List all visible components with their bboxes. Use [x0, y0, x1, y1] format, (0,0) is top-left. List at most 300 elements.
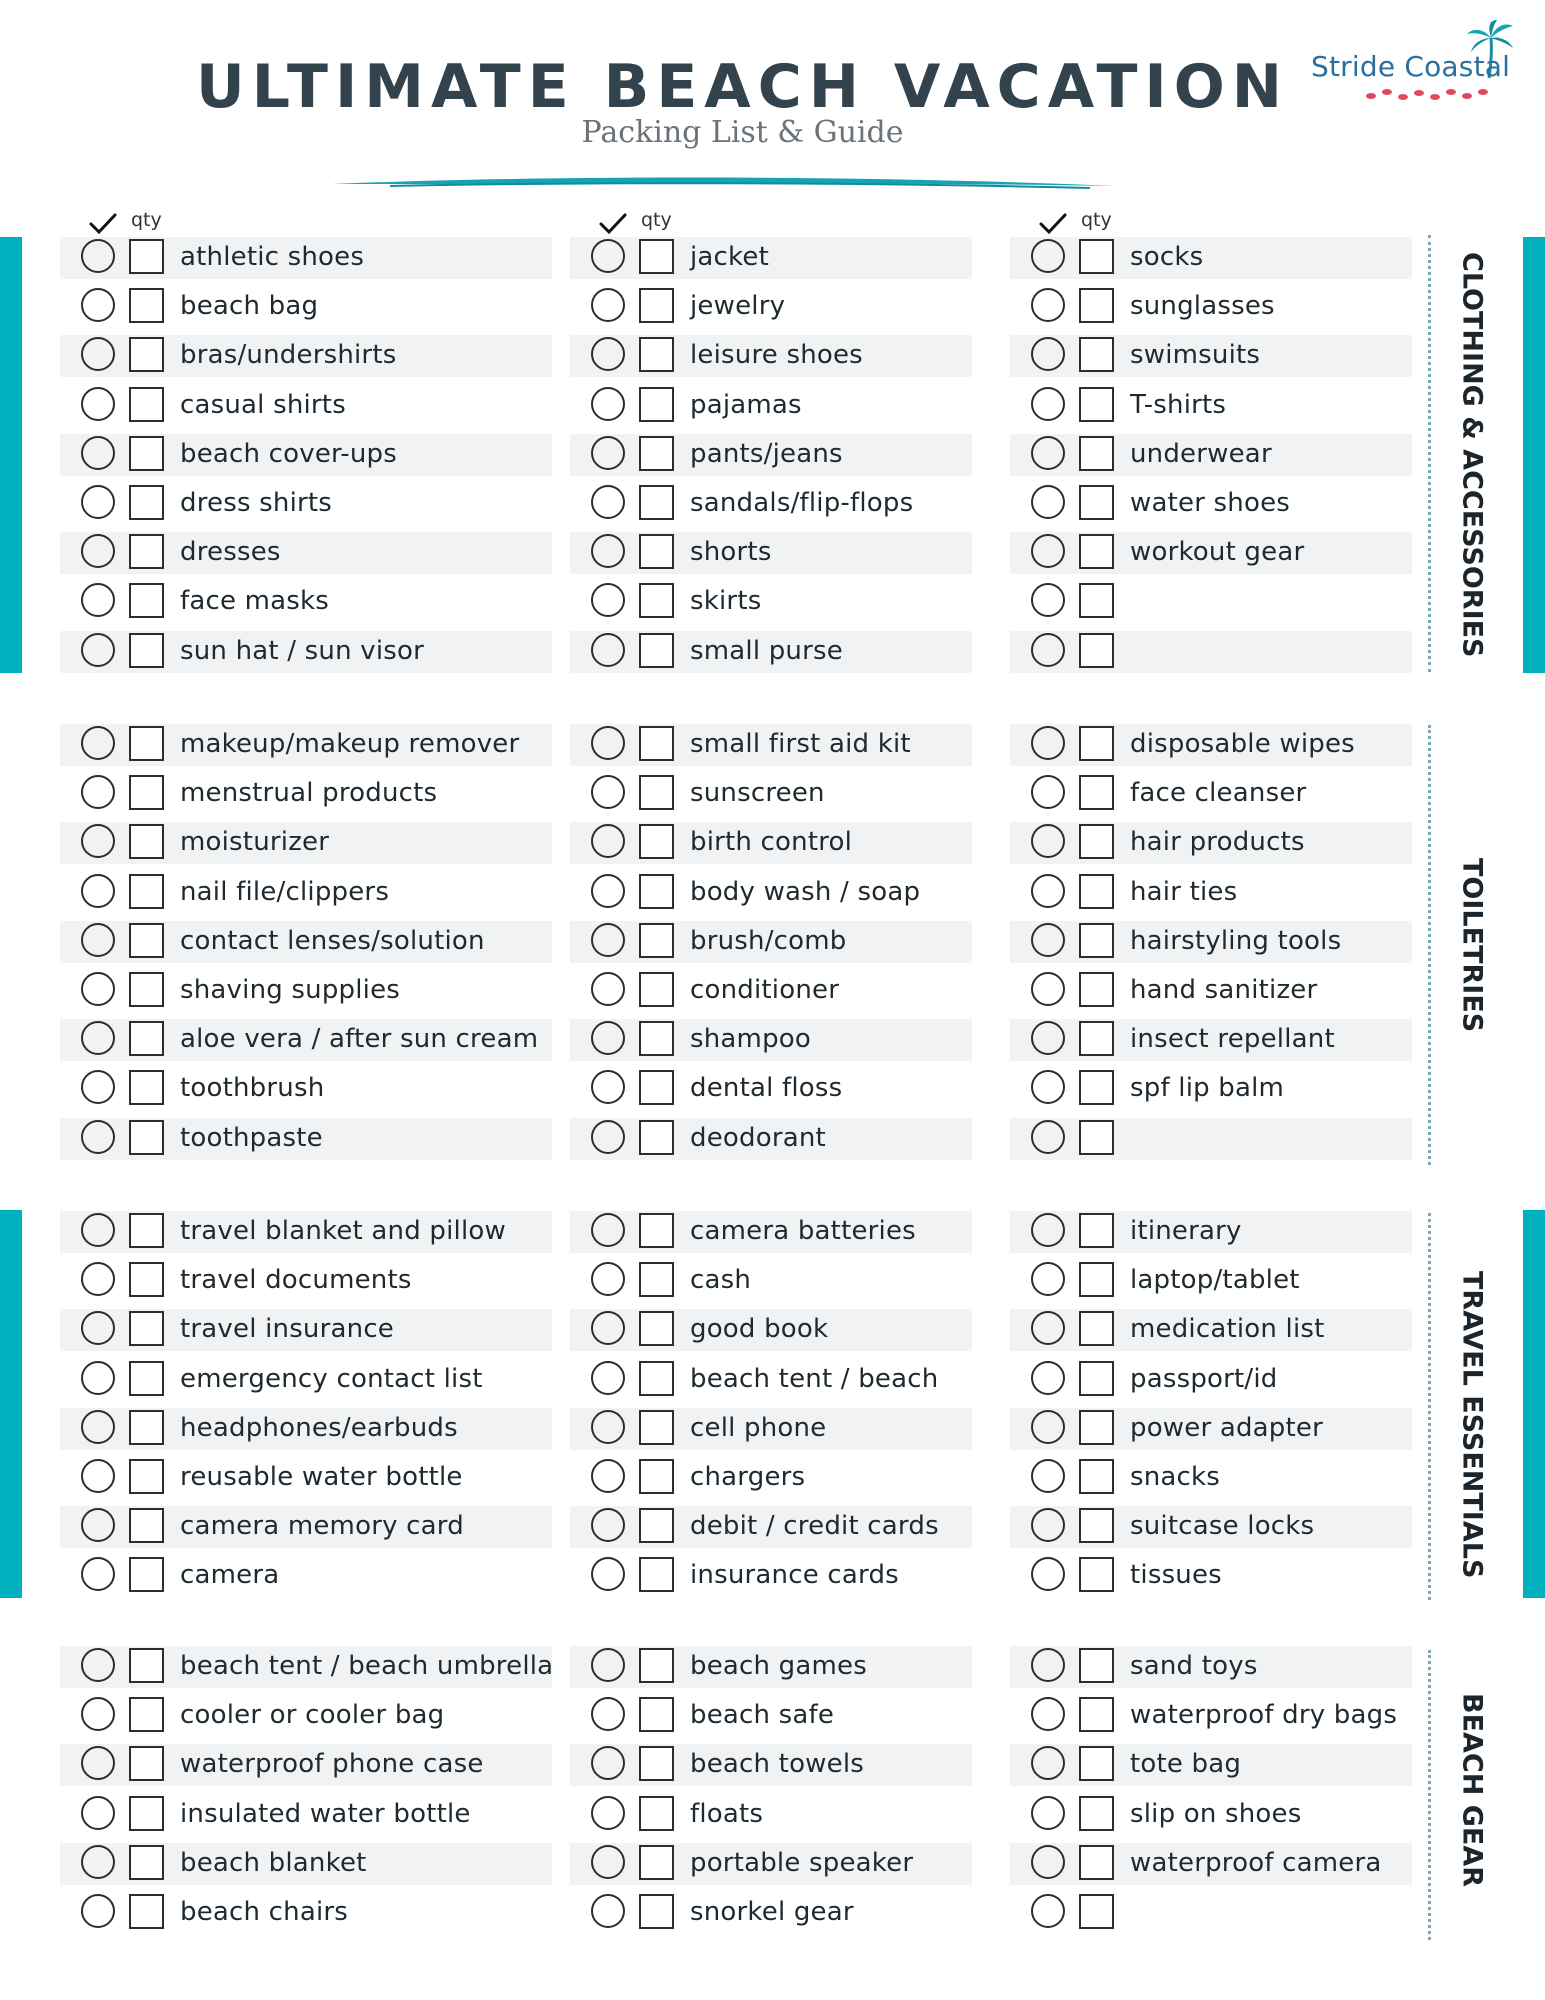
- checkbox-circle[interactable]: [81, 972, 115, 1006]
- checklist-row: [60, 1843, 552, 1885]
- checklist-row: [1010, 724, 1412, 766]
- qty-box[interactable]: [1079, 1746, 1114, 1781]
- item-label: beach chairs: [180, 1897, 349, 1927]
- checklist-row: [570, 1794, 972, 1836]
- checkbox-circle[interactable]: [1031, 1648, 1065, 1682]
- checkbox-circle[interactable]: [591, 775, 625, 809]
- checkbox-circle[interactable]: [81, 1262, 115, 1296]
- qty-box[interactable]: [639, 1746, 674, 1781]
- qty-box[interactable]: [129, 387, 164, 422]
- item-label: small first aid kit: [690, 729, 911, 759]
- checklist-row: [60, 581, 552, 623]
- checklist-row: [60, 1555, 552, 1597]
- row-band: [1010, 237, 1412, 279]
- checklist-row: [60, 1744, 552, 1786]
- qty-box[interactable]: [129, 775, 164, 810]
- checkbox-circle[interactable]: [1031, 726, 1065, 760]
- checklist-row: [1010, 1744, 1412, 1786]
- checklist-row: [60, 872, 552, 914]
- checklist-row: [1010, 1408, 1412, 1450]
- checklist-row: [60, 1646, 552, 1688]
- section-divider-dotted: [1428, 235, 1431, 672]
- checkbox-circle[interactable]: [591, 485, 625, 519]
- qty-box[interactable]: [1079, 436, 1114, 471]
- qty-box[interactable]: [129, 1213, 164, 1248]
- item-label: beach games: [690, 1651, 867, 1681]
- qty-box[interactable]: [639, 387, 674, 422]
- checkbox-circle[interactable]: [591, 1213, 625, 1247]
- checklist-row: [1010, 872, 1412, 914]
- checkbox-circle[interactable]: [81, 485, 115, 519]
- checkbox-circle[interactable]: [81, 1508, 115, 1542]
- checkbox-circle[interactable]: [591, 387, 625, 421]
- item-label: insurance cards: [690, 1560, 899, 1591]
- item-label: passport/id: [1130, 1363, 1278, 1394]
- qty-box[interactable]: [129, 874, 164, 909]
- qty-box[interactable]: [639, 1648, 674, 1683]
- qty-box[interactable]: [1079, 1262, 1114, 1297]
- item-label: workout gear: [1130, 537, 1305, 568]
- checklist-row: [60, 385, 552, 427]
- checklist-row: [570, 1408, 972, 1450]
- qty-box[interactable]: [1079, 824, 1114, 859]
- item-label: laptop/tablet: [1130, 1265, 1300, 1296]
- item-label: sunglasses: [1130, 291, 1275, 322]
- checkbox-circle[interactable]: [1031, 1845, 1065, 1879]
- qty-box[interactable]: [1079, 1120, 1114, 1155]
- qty-header: qty: [1081, 209, 1112, 231]
- checkbox-circle[interactable]: [591, 1459, 625, 1493]
- accent-bar-left-travel: [0, 1210, 22, 1598]
- qty-box[interactable]: [129, 583, 164, 618]
- checklist-row: [1010, 970, 1412, 1012]
- item-label: insulated water bottle: [180, 1798, 471, 1829]
- checklist-row: [60, 1068, 552, 1110]
- checklist-row: [1010, 1118, 1412, 1160]
- item-label: brush/comb: [690, 925, 847, 956]
- checklist-row: [570, 335, 972, 377]
- qty-box[interactable]: [639, 1361, 674, 1396]
- item-label: snacks: [1130, 1462, 1221, 1492]
- checkbox-circle[interactable]: [1031, 1361, 1065, 1395]
- checkbox-circle[interactable]: [81, 1361, 115, 1395]
- checklist-row: [570, 581, 972, 623]
- checklist-row: [60, 1695, 552, 1737]
- qty-box[interactable]: [129, 337, 164, 372]
- qty-box[interactable]: [129, 1361, 164, 1396]
- qty-box[interactable]: [129, 436, 164, 471]
- checkbox-circle[interactable]: [1031, 288, 1065, 322]
- checkbox-circle[interactable]: [1031, 1120, 1065, 1154]
- qty-box[interactable]: [1079, 1796, 1114, 1831]
- qty-box[interactable]: [1079, 1697, 1114, 1732]
- checkbox-circle[interactable]: [1031, 923, 1065, 957]
- qty-box[interactable]: [129, 1697, 164, 1732]
- qty-box[interactable]: [1079, 726, 1114, 761]
- checkbox-circle[interactable]: [81, 726, 115, 760]
- qty-box[interactable]: [1079, 485, 1114, 520]
- checkbox-circle[interactable]: [81, 1845, 115, 1879]
- section-divider-dotted: [1428, 1213, 1431, 1600]
- qty-box[interactable]: [1079, 1459, 1114, 1494]
- checkbox-circle[interactable]: [1031, 534, 1065, 568]
- checklist-row: [570, 1695, 972, 1737]
- qty-box[interactable]: [129, 923, 164, 958]
- checkbox-circle[interactable]: [1031, 1796, 1065, 1830]
- qty-box[interactable]: [1079, 1557, 1114, 1592]
- qty-box[interactable]: [129, 534, 164, 569]
- checkbox-circle[interactable]: [1031, 1894, 1065, 1928]
- item-label: nail file/clippers: [180, 876, 390, 907]
- checklist-row: [570, 1555, 972, 1597]
- checklist-row: [1010, 532, 1412, 574]
- section-title-beach-gear: BEACH GEAR: [1456, 1692, 1488, 1888]
- qty-box[interactable]: [129, 1508, 164, 1543]
- checkbox-circle[interactable]: [81, 1894, 115, 1928]
- item-label: beach tent / beach: [690, 1363, 939, 1394]
- qty-box[interactable]: [639, 1508, 674, 1543]
- qty-box[interactable]: [129, 972, 164, 1007]
- row-band: [1010, 581, 1412, 623]
- qty-box[interactable]: [639, 337, 674, 372]
- checkbox-circle[interactable]: [591, 633, 625, 667]
- checkbox-circle[interactable]: [591, 1796, 625, 1830]
- checkbox-circle[interactable]: [1031, 239, 1065, 273]
- checklist-row: [60, 921, 552, 963]
- checklist-row: [60, 631, 552, 673]
- item-label: camera batteries: [690, 1216, 916, 1246]
- qty-box[interactable]: [639, 534, 674, 569]
- qty-box[interactable]: [639, 1697, 674, 1732]
- qty-box[interactable]: [1079, 1070, 1114, 1105]
- checkbox-circle[interactable]: [81, 387, 115, 421]
- qty-box[interactable]: [1079, 923, 1114, 958]
- qty-box[interactable]: [1079, 1311, 1114, 1346]
- checkbox-circle[interactable]: [81, 1120, 115, 1154]
- checkbox-circle[interactable]: [81, 534, 115, 568]
- checkbox-circle[interactable]: [1031, 1508, 1065, 1542]
- checklist-row: [570, 483, 972, 525]
- checkbox-circle[interactable]: [81, 775, 115, 809]
- checklist-row: [60, 724, 552, 766]
- checkbox-circle[interactable]: [591, 436, 625, 470]
- accent-bar-right-travel: [1523, 1210, 1545, 1598]
- qty-box[interactable]: [639, 583, 674, 618]
- checklist-row: [60, 1457, 552, 1499]
- checkbox-circle[interactable]: [591, 923, 625, 957]
- checkbox-circle[interactable]: [1031, 1213, 1065, 1247]
- checkbox-circle[interactable]: [81, 923, 115, 957]
- item-label: waterproof camera: [1130, 1847, 1382, 1878]
- checkbox-circle[interactable]: [81, 1410, 115, 1444]
- qty-box[interactable]: [129, 633, 164, 668]
- checklist-row: [570, 1019, 972, 1061]
- checkbox-circle[interactable]: [81, 239, 115, 273]
- checkbox-circle[interactable]: [591, 972, 625, 1006]
- checkbox-circle[interactable]: [591, 1508, 625, 1542]
- qty-box[interactable]: [639, 1213, 674, 1248]
- item-label: makeup/makeup remover: [180, 729, 520, 759]
- qty-box[interactable]: [1079, 1213, 1114, 1248]
- checkbox-circle[interactable]: [81, 874, 115, 908]
- item-label: dress shirts: [180, 488, 333, 518]
- qty-box[interactable]: [129, 1120, 164, 1155]
- qty-box[interactable]: [1079, 1648, 1114, 1683]
- item-label: jacket: [690, 242, 769, 272]
- checklist-row: [60, 1408, 552, 1450]
- checklist-row: [570, 1646, 972, 1688]
- qty-box[interactable]: [129, 1845, 164, 1880]
- checkbox-circle[interactable]: [81, 1648, 115, 1682]
- checklist-row: [1010, 1695, 1412, 1737]
- checkbox-circle[interactable]: [591, 534, 625, 568]
- item-label: swimsuits: [1130, 340, 1261, 371]
- item-label: toothpaste: [180, 1122, 323, 1153]
- checklist-row: [1010, 1555, 1412, 1597]
- checklist-row: [60, 1019, 552, 1061]
- item-label: portable speaker: [690, 1847, 914, 1878]
- qty-box[interactable]: [129, 1070, 164, 1105]
- qty-box[interactable]: [639, 972, 674, 1007]
- item-label: reusable water bottle: [180, 1462, 463, 1492]
- item-label: good book: [690, 1314, 829, 1345]
- item-label: cash: [690, 1265, 752, 1296]
- checklist-row: [570, 872, 972, 914]
- checkbox-circle[interactable]: [81, 1213, 115, 1247]
- qty-box[interactable]: [129, 1262, 164, 1297]
- checklist-row: [60, 1260, 552, 1302]
- checklist-row: [1010, 434, 1412, 476]
- checklist-row: [570, 1457, 972, 1499]
- checkbox-circle[interactable]: [1031, 1262, 1065, 1296]
- qty-box[interactable]: [1079, 1410, 1114, 1445]
- row-band: [570, 237, 972, 279]
- qty-box[interactable]: [1079, 239, 1114, 274]
- checklist-row: [1010, 1457, 1412, 1499]
- checkbox-circle[interactable]: [81, 1459, 115, 1493]
- checkbox-circle[interactable]: [81, 436, 115, 470]
- qty-box[interactable]: [1079, 972, 1114, 1007]
- checklist-row: [60, 237, 552, 279]
- checkbox-circle[interactable]: [1031, 972, 1065, 1006]
- checklist-row: [60, 1359, 552, 1401]
- checklist-row: [60, 773, 552, 815]
- checklist-row: [570, 1211, 972, 1253]
- checkbox-circle[interactable]: [591, 1648, 625, 1682]
- qty-box[interactable]: [129, 1410, 164, 1445]
- qty-box[interactable]: [129, 1746, 164, 1781]
- item-label: hair products: [1130, 827, 1305, 858]
- item-label: underwear: [1130, 438, 1272, 469]
- item-label: leisure shoes: [690, 340, 863, 371]
- item-label: itinerary: [1130, 1216, 1242, 1246]
- checklist-row: [570, 385, 972, 427]
- checkbox-circle[interactable]: [591, 288, 625, 322]
- qty-box[interactable]: [129, 1894, 164, 1929]
- checkbox-circle[interactable]: [1031, 633, 1065, 667]
- item-label: face masks: [180, 586, 330, 617]
- qty-box[interactable]: [129, 239, 164, 274]
- checkbox-circle[interactable]: [591, 1697, 625, 1731]
- checkbox-circle[interactable]: [591, 1361, 625, 1395]
- checkbox-circle[interactable]: [591, 1120, 625, 1154]
- item-label: socks: [1130, 242, 1204, 272]
- qty-box[interactable]: [1079, 337, 1114, 372]
- item-label: medication list: [1130, 1314, 1325, 1345]
- qty-box[interactable]: [1079, 534, 1114, 569]
- checklist-row: [1010, 1019, 1412, 1061]
- item-label: moisturizer: [180, 827, 330, 858]
- item-label: emergency contact list: [180, 1363, 483, 1394]
- checkbox-circle[interactable]: [1031, 1697, 1065, 1731]
- qty-box[interactable]: [1079, 1508, 1114, 1543]
- qty-box[interactable]: [129, 1459, 164, 1494]
- qty-box[interactable]: [639, 775, 674, 810]
- item-label: body wash / soap: [690, 876, 921, 907]
- qty-box[interactable]: [639, 726, 674, 761]
- qty-box[interactable]: [639, 239, 674, 274]
- item-label: travel blanket and pillow: [180, 1216, 506, 1246]
- qty-box[interactable]: [639, 1459, 674, 1494]
- checkmark-icon: [598, 212, 628, 236]
- checklist-row: [1010, 1843, 1412, 1885]
- checklist-row: [1010, 1211, 1412, 1253]
- qty-box[interactable]: [1079, 1894, 1114, 1929]
- qty-box[interactable]: [1079, 775, 1114, 810]
- qty-box[interactable]: [639, 1070, 674, 1105]
- qty-box[interactable]: [129, 485, 164, 520]
- checklist-row: [60, 335, 552, 377]
- qty-box[interactable]: [639, 1410, 674, 1445]
- checkbox-circle[interactable]: [1031, 1459, 1065, 1493]
- checkbox-circle[interactable]: [81, 633, 115, 667]
- qty-box[interactable]: [129, 1648, 164, 1683]
- item-label: jewelry: [690, 291, 786, 322]
- footprints-icon: [1363, 84, 1493, 104]
- qty-box[interactable]: [639, 824, 674, 859]
- section-divider-dotted: [1428, 725, 1431, 1165]
- item-label: shorts: [690, 537, 772, 568]
- item-label: toothbrush: [180, 1073, 325, 1104]
- qty-box[interactable]: [639, 923, 674, 958]
- qty-box[interactable]: [639, 1894, 674, 1929]
- checkbox-circle[interactable]: [1031, 775, 1065, 809]
- checkbox-circle[interactable]: [81, 1796, 115, 1830]
- checkbox-circle[interactable]: [1031, 485, 1065, 519]
- checkbox-circle[interactable]: [81, 1021, 115, 1055]
- checkbox-circle[interactable]: [591, 1262, 625, 1296]
- checklist-row: [60, 532, 552, 574]
- qty-box[interactable]: [1079, 874, 1114, 909]
- row-band: [570, 1794, 972, 1836]
- item-label: sun hat / sun visor: [180, 635, 424, 666]
- item-label: camera memory card: [180, 1511, 464, 1542]
- checkbox-circle[interactable]: [1031, 436, 1065, 470]
- qty-box[interactable]: [639, 436, 674, 471]
- qty-box[interactable]: [639, 1845, 674, 1880]
- checkbox-circle[interactable]: [591, 1894, 625, 1928]
- checkbox-circle[interactable]: [81, 288, 115, 322]
- qty-box[interactable]: [1079, 288, 1114, 323]
- item-label: shampoo: [690, 1024, 812, 1055]
- checkbox-circle[interactable]: [1031, 1021, 1065, 1055]
- checkbox-circle[interactable]: [1031, 874, 1065, 908]
- qty-box[interactable]: [639, 1120, 674, 1155]
- checklist-row: [1010, 1646, 1412, 1688]
- item-label: floats: [690, 1798, 764, 1829]
- qty-box[interactable]: [639, 1021, 674, 1056]
- qty-box[interactable]: [639, 1311, 674, 1346]
- checkbox-circle[interactable]: [1031, 387, 1065, 421]
- qty-box[interactable]: [1079, 1361, 1114, 1396]
- checklist-row: [1010, 581, 1412, 623]
- qty-box[interactable]: [129, 1311, 164, 1346]
- checklist-row: [570, 773, 972, 815]
- section-title-travel-essentials: TRAVEL ESSENTIALS: [1456, 1271, 1488, 1579]
- qty-box[interactable]: [639, 1796, 674, 1831]
- checklist-row: [570, 1309, 972, 1351]
- checklist-row: [1010, 1309, 1412, 1351]
- checklist-row: [1010, 921, 1412, 963]
- checklist-row: [1010, 822, 1412, 864]
- qty-box[interactable]: [639, 485, 674, 520]
- checkbox-circle[interactable]: [591, 874, 625, 908]
- checkbox-circle[interactable]: [591, 1845, 625, 1879]
- item-label: spf lip balm: [1130, 1073, 1285, 1104]
- qty-box[interactable]: [129, 824, 164, 859]
- qty-box[interactable]: [129, 288, 164, 323]
- item-label: power adapter: [1130, 1412, 1323, 1443]
- item-label: suitcase locks: [1130, 1511, 1315, 1542]
- checklist-row: [1010, 631, 1412, 673]
- checkbox-circle[interactable]: [81, 1697, 115, 1731]
- item-label: beach cover-ups: [180, 438, 397, 469]
- qty-box[interactable]: [639, 1557, 674, 1592]
- qty-box[interactable]: [129, 1796, 164, 1831]
- item-label: dental floss: [690, 1073, 843, 1104]
- checkbox-circle[interactable]: [591, 239, 625, 273]
- item-label: conditioner: [690, 975, 840, 1005]
- qty-box[interactable]: [1079, 633, 1114, 668]
- qty-box[interactable]: [639, 874, 674, 909]
- checklist-row: [1010, 286, 1412, 328]
- item-label: headphones/earbuds: [180, 1412, 458, 1443]
- qty-box[interactable]: [129, 1557, 164, 1592]
- qty-box[interactable]: [639, 288, 674, 323]
- item-label: deodorant: [690, 1122, 826, 1153]
- checklist-row: [570, 434, 972, 476]
- qty-box[interactable]: [1079, 583, 1114, 618]
- qty-box[interactable]: [1079, 387, 1114, 422]
- checklist-row: [570, 1843, 972, 1885]
- qty-box[interactable]: [129, 1021, 164, 1056]
- checkbox-circle[interactable]: [591, 1410, 625, 1444]
- checklist-row: [570, 1892, 972, 1934]
- qty-box[interactable]: [1079, 1845, 1114, 1880]
- item-label: waterproof phone case: [180, 1749, 484, 1780]
- qty-box[interactable]: [1079, 1021, 1114, 1056]
- qty-box[interactable]: [639, 633, 674, 668]
- item-label: sandals/flip-flops: [690, 488, 914, 518]
- qty-box[interactable]: [129, 726, 164, 761]
- checklist-row: [1010, 1260, 1412, 1302]
- checkbox-circle[interactable]: [591, 1021, 625, 1055]
- qty-box[interactable]: [639, 1262, 674, 1297]
- item-label: travel insurance: [180, 1314, 395, 1345]
- checkbox-circle[interactable]: [591, 726, 625, 760]
- checkbox-circle[interactable]: [1031, 1410, 1065, 1444]
- checklist-row: [1010, 335, 1412, 377]
